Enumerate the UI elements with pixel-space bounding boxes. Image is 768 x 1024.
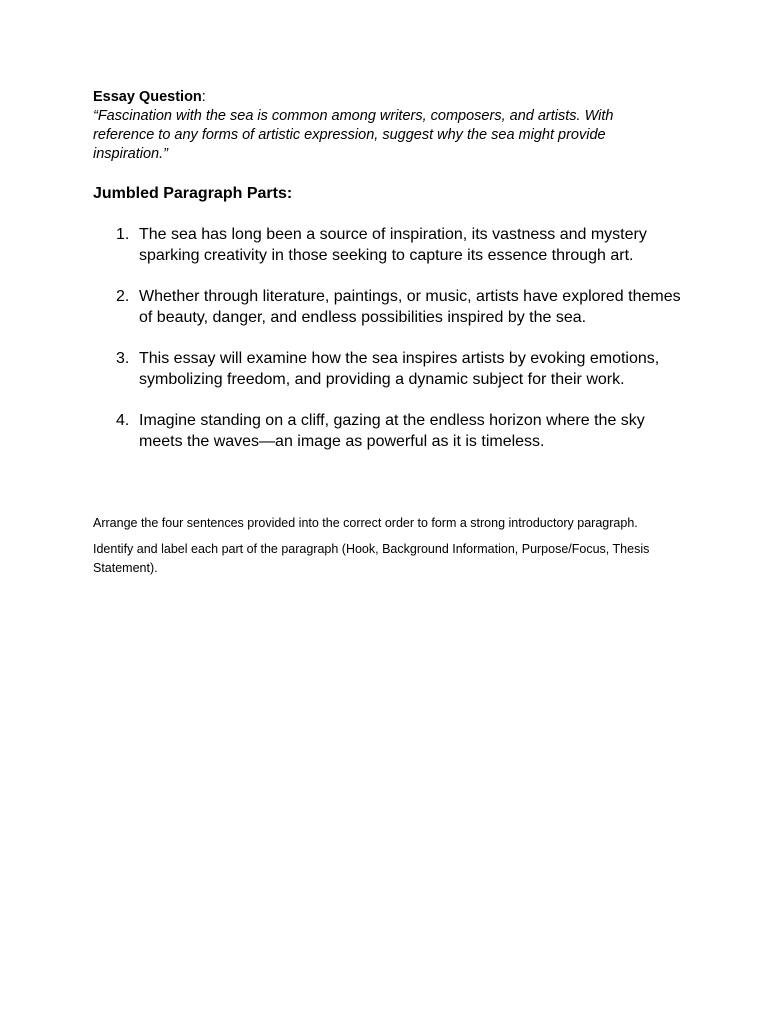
list-item-number: 4. [116,412,130,429]
list-item-text: This essay will examine how the sea inspires artists by evoking emotions, symbolizing freedom, and providing a dynamic subject for their work. [139,350,660,388]
list-item [93,286,687,328]
list-item-number: 3. [116,350,130,367]
list-item-number: 1. [116,226,130,243]
essay-question-label-text: Essay Question [93,89,202,105]
essay-question-label [93,88,675,107]
list-item-text: The sea has long been a source of inspiration, its vastness and mystery sparking creativity in those seeking to capture its essence through art. [139,226,647,264]
list-item-text: Whether through literature, paintings, or music, artists have explored themes of beauty, danger, and endless possibilities inspired by the sea. [139,288,681,326]
essay-question-colon: : [201,89,206,105]
jumbled-parts-heading: Jumbled Paragraph Parts: [93,185,293,202]
list-item-number: 2. [116,288,130,305]
instructions-block [93,514,675,578]
essay-question-quote: “Fascination with the sea is common among writers, composers, and artists. With reference to any forms of artistic expression, suggest why the sea might provide inspiration.” [93,108,614,162]
list-item-text: Imagine standing on a cliff, gazing at the endless horizon where the sky meets the waves—an image as powerful as it is timeless. [139,412,645,450]
list-item [93,410,687,452]
jumbled-parts-list [93,224,681,452]
list-item [93,224,687,266]
list-item [93,348,687,390]
instruction-identify: Identify and label each part of the paragraph (Hook, Background Information, Purpose/Focus, Thesis Statement). [93,542,650,575]
instruction-arrange: Arrange the four sentences provided into the correct order to form a strong introductory paragraph. [93,516,638,530]
